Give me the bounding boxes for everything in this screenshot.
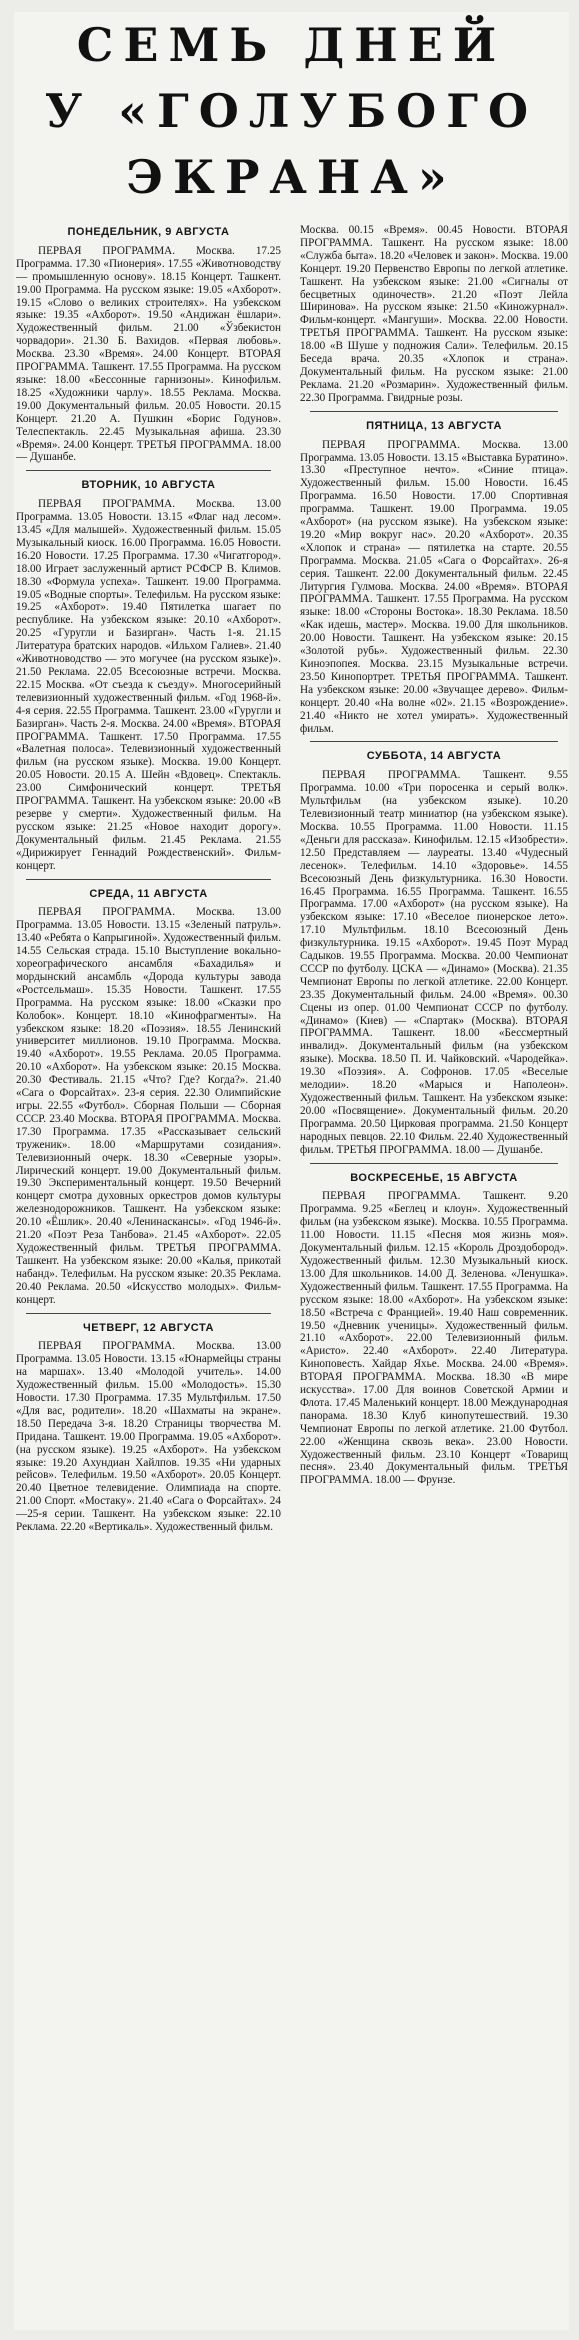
day-heading-monday: ПОНЕДЕЛЬНИК, 9 АВГУСТА: [67, 226, 230, 238]
divider: [310, 411, 558, 412]
divider: [26, 879, 271, 880]
newspaper-page: [14, 12, 569, 2330]
divider: [310, 741, 558, 742]
day-heading-wednesday: СРЕДА, 11 АВГУСТА: [89, 887, 208, 900]
headline-line-1: СЕМЬ ДНЕЙ: [76, 18, 507, 72]
divider: [26, 1313, 271, 1314]
day-heading-friday: ПЯТНИЦА, 13 АВГУСТА: [366, 419, 502, 432]
day-heading-thursday: ЧЕТВЕРГ, 12 АВГУСТА: [83, 1321, 214, 1334]
schedule-continuation: Москва. 00.15 «Время». 00.45 Новости. ВТОРАЯ ПРОГРАММА. Ташкент. На русском языке: 18.00 «Служба быта». 18.20 «Человек и закон». Москва. 19.00 Концерт. 19.20 Первенство Европы по легкой атлетике. Ташкент. На узбекском языке: 21.00 «Сигналы от бесцветных одиночеств». 21.20 «Поэт Лейла Ширинова». На русском языке: 21.50 «Киножурнал». Фильм-концерт. «Мангуши». Москва. 22.00 Новости. ТРЕТЬЯ ПРОГРАММА. Ташкент. На русском языке: 18.00 «В Шуше у подножия Сали». Телефильм. 20.15 Беседа врача. 20.35 «Хлопок и страна». Документальный фильм. На русском языке: 21.00 Реклама. 21.20 «Розмарин». Художественный фильм. 22.30 Программа. Гвидрные розы.: [300, 224, 568, 404]
right-column: [300, 224, 568, 2324]
day-heading-saturday: СУББОТА, 14 АВГУСТА: [366, 750, 502, 763]
schedule-thursday: ПЕРВАЯ ПРОГРАММА. Москва. 13.00 Программа. 13.05 Новости. 13.15 «Юнармейцы страны на маршах». 13.40 «Молодой учитель». 14.00 Художественный фильм. 15.00 «Молодость». 15.30 Новости. 17.30 Программа. 17.35 Мультфильм. 17.50 «Для вас, родители». 18.20 «Шахматы на экране». 18.50 Передача 3-я. 18.20 Страницы творчества М. Придана. Ташкент. 19.00 Программа. 19.05 «Ахборот». (на русском языке). 19.25 «Ахборот». На узбекском языке: 19.20 Ахундиан Хайлпов. 19.35 «Ни ударных рейсов». Телефильм. 19.50 «Ахборот». 20.05 Концерт. 20.40 Цветное телевидение. Олимпиада на спорте. 21.00 Спорт. «Мостаку». 21.40 «Сага о Форсайтах». 24—25-я серии. Ташкент. На узбекском языке: 22.10 Реклама. 22.20 «Вертикаль». Художественный фильм.: [16, 1340, 281, 1534]
divider: [310, 1163, 558, 1164]
headline-line-2: У «ГОЛУБОГО: [44, 84, 539, 138]
divider: [26, 470, 271, 471]
day-heading-tuesday: ВТОРНИК, 10 АВГУСТА: [81, 479, 216, 492]
schedule-wednesday: ПЕРВАЯ ПРОГРАММА. Москва. 13.00 Программа. 13.05 Новости. 13.15 «Зеленый патруль». 13.40 «Ребята о Капрыгиной». Художественный фильм. 14.55 Сельская страда. 15.10 Выступление вокально-хореографического ансамбля «Бахадилья» и мордынский ансамбль «Дорода культуры завода «Ростсельмаш». 15.35 Новости. Ташкент. 17.55 Программа. На русском языке: 18.00 «Сказки про Колобок». Концерт. 18.10 «Кинофрагменты». На узбекском языке: 18.20 «Поэзия». 18.55 Ленинский университет миллионов. 19.10 Программа. Москва. 19.40 «Ахборот». 19.55 Реклама. 20.05 Программа. 20.10 «Ахборот». На узбекском языке: 20.15 Москва. 20.30 Фестиваль. 21.15 «Что? Где? Когда?». 21.40 «Сага о Форсайтах». 23-я серия. 22.30 Олимпийские игры. 22.55 «Футбол». Сборная Польши — Сборная СССР. 23.40 Москва. ВТОРАЯ ПРОГРАММА. Москва. 17.30 Программа. 17.35 «Рассказывает сельский труженик». 18.00 «Маршрутами созидания». Телевизионный очерк. 18.30 «Северные узоры». Лирический концерт. 19.00 Документальный фильм. 19.30 Экспериментальный концерт. 19.50 Вечерний концерт смотра духовных оркестров домов культуры железнодорожников. Ташкент. На узбекском языке: 20.10 «Ёшлик». 20.40 «Ленинаскансы». «Год 1946-й». 21.20 «Поэт Реза Танбова». 21.45 «Ахборот». 22.05 Художественный фильм. ТРЕТЬЯ ПРОГРАММА. Ташкент. На узбекском языке: 20.00 «Калья, прикотай набанд». Телефильм. На русском языке: 20.35 Реклама. 20.40 Реклама. 20.50 «Искусство молодых». Фильм-концерт.: [16, 906, 281, 1306]
schedule-sunday: ПЕРВАЯ ПРОГРАММА. Ташкент. 9.20 Программа. 9.25 «Беглец и клоун». Художественный фильм (на узбекском языке). Москва. 10.55 Программа. 11.00 Новости. 11.15 «Песня моя жизнь моя». Документальный фильм. 12.15 «Король Дроздобород». Художественный фильм. 12.30 Музыкальный киоск. 13.00 Для школьников. 14.00 Д. Зеленова. «Ленушка». Художественный фильм. Ташкент. 17.55 Программа. На русском языке: 18.00 «Ахборот». На узбекском языке: 18.50 «Встреча с Францией». 19.40 Наш современник. 19.50 «Дневник ученицы». Художественный фильм. 21.10 «Ахборот». 22.00 Телевизионный фильм. «Аристо». 22.40 «Ахборот». 22.40 Литература. Киноповесть. Хайдар Яхье. Москва. 24.00 «Время». ВТОРАЯ ПРОГРАММА. Москва. 18.30 «В мире искусства». 17.00 Для воинов Советской Армии и Флота. 17.45 Маленький концерт. 18.00 Международная панорама. 18.30 Клуб кинопутешествий. 19.30 Чемпионат Европы по легкой атлетике. 21.00 Футбол. 22.00 «Женщина сквозь века». 23.00 Новости. Художественный фильм. 23.10 Концерт «Товарищ песня». 23.40 Документальный фильм. ТРЕТЬЯ ПРОГРАММА. 18.00 — Фрунзе.: [300, 1190, 568, 1487]
schedule-saturday: ПЕРВАЯ ПРОГРАММА. Ташкент. 9.55 Программа. 10.00 «Три поросенка и серый волк». Мультфильм (на узбекском языке). 10.20 Телевизионный театр миниатюр (на узбекском языке). Москва. 10.55 Программа. 11.00 Новости. 11.15 «Деньги для рассказа». Кинофильм. 12.15 «Изобрести». 12.50 Представляем — лауреаты. 13.40 «Чудесный лесенок». Телефильм. 14.10 «Здоровье». 14.55 Всесоюзный День физкультурника. 16.30 Новости. 16.45 Программа. 16.55 Программа. Ташкент. 16.55 Программа. 17.00 «Ахборот» (на русском языке). На узбекском языке: 17.10 «Веселое пионерское лето». 17.10 Мультфильм. 18.10 Всесоюзный День физкультурника. 19.15 «Ахборот». 19.45 Поэт Мурад Садыков. 19.55 Программа. Москва. 20.00 Чемпионат СССР по футболу. ЦСКА — «Динамо» (Москва). 21.35 Чемпионат Европы по легкой атлетике. 22.00 Концерт. 23.35 Документальный фильм. 24.00 «Время». 00.30 Сцены из опер. 01.00 Чемпионат СССР по футболу. «Динамо» (Киев) — «Спартак» (Москва). ВТОРАЯ ПРОГРАММА. Ташкент. 18.00 «Бессмертный инвалид». Документальный фильм (на узбекском языке). Москва. 18.50 П. И. Чайковский. «Чародейка». 19.30 «Поэзия». А. Софронов. 17.05 «Веселые мелодии». 18.20 «Марыся и Наполеон». Художественный фильм. Ташкент. На узбекском языке: 20.00 «Посвящение». Документальный фильм. 20.20 Программа. 20.50 Цирковая программа. 21.50 Концерт народных певцов. 22.10 Фильм. 22.40 Художественный фильм. ТРЕТЬЯ ПРОГРАММА. 18.00 — Душанбе.: [300, 769, 568, 1156]
headline-line-3: ЭКРАНА»: [126, 150, 457, 204]
schedule-tuesday: ПЕРВАЯ ПРОГРАММА. Москва. 13.00 Программа. 13.05 Новости. 13.15 «Флаг над лесом». 13.45 «Для малышей». Художественный фильм. 15.05 Музыкальный киоск. 16.00 Программа. 16.05 Новости. 16.20 Новости. 17.25 Программа. 17.30 «Чигатгород». 18.00 Играет заслуженный артист РСФСР В. Климов. 18.30 «Формула успеха». Ташкент. 19.00 Программа. 19.05 «Водные спорты». Телефильм. На русском языке: 19.25 «Ахборот». 19.40 Пятилетка шагает по республике. На узбекском языке: 20.10 «Ахборот». 20.25 «Гуругли и Базирган». Часть 1-я. 21.15 Литература братских народов. «Ильхом Галиев». 21.40 «Животноводство — это могучее (на русском языке)». 21.50 Реклама. 22.05 Всесоюзные встречи. Москва. 22.15 Москва. «От съезда к съезду». Многосерийный телевизионный художественный фильм. «Год 1968-й». 4-я серия. 22.55 Программа. Ташкент. 23.00 «Гуругли и Базирган». Часть 2-я. Москва. 24.00 «Время». ВТОРАЯ ПРОГРАММА. Ташкент. 17.50 Программа. 17.55 «Валетная полоса». Телевизионный художественный фильм (на русском языке). Москва. 19.00 Концерт. 20.05 Новости. 20.15 А. Шейн «Вдовец». Спектакль. 23.00 Симфонический концерт. ТРЕТЬЯ ПРОГРАММА. Ташкент. На узбекском языке: 20.00 «В резерве у смерти». Художественный фильм. На русском языке: 21.25 «Новое находит дорогу». Документальный фильм. 21.45 Реклама. 21.55 «Дирижирует Геннадий Рождественский». Фильм-концерт.: [16, 498, 281, 872]
schedule-monday: ПЕРВАЯ ПРОГРАММА. Москва. 17.25 Программа. 17.30 «Пионерия». 17.55 «Животноводству — промышленную основу». 18.15 Концерт. Ташкент. 19.00 Программа. На русском языке: 19.05 «Ахборот». 19.15 «Слово о великих строителях». На узбекском языке: 19.35 «Ахборот». 19.50 «Андижан ёшлари». Художественный фильм. 21.00 «Ўзбекистон чорвадори». 21.30 Б. Вахидов. «Первая любовь». Москва. 23.30 «Время». 24.00 Концерт. ВТОРАЯ ПРОГРАММА. Ташкент. 17.55 Программа. На русском языке: 18.00 «Бессонные гарнизоны». Кинофильм. 18.25 «Художники чарлу». 18.55 Реклама. Москва. 19.00 Документальный фильм. 20.05 Новости. 20.15 Концерт. 21.20 А. Пушкин «Борис Годунов». Телеспектакль. 22.45 Музыкальная афиша. 23.30 «Время». 24.00 Концерт. ТРЕТЬЯ ПРОГРАММА. 18.00 — Душанбе.: [16, 244, 281, 464]
headline: [14, 12, 569, 222]
day-heading-sunday: ВОСКРЕСЕНЬЕ, 15 АВГУСТА: [350, 1171, 518, 1184]
schedule-friday: ПЕРВАЯ ПРОГРАММА. Москва. 13.00 Программа. 13.05 Новости. 13.15 «Выставка Буратино». 13.30 «Преступное нечто». «Синие птица». Художественный фильм. 15.00 Новости. 16.45 Программа. 16.50 Новости. 17.00 Спортивная программа. Ташкент. 19.00 Программа. 19.05 «Ахборот» (на русском языке). На узбекском языке: 19.20 «Мир вокруг нас». 20.20 «Ахборот». 20.35 «Хлопок и страна» — пятилетка на старте. 20.55 Программа. Москва. 21.05 «Сага о Форсайтах». 26-я серия. Ташкент. 22.00 Документальный фильм. 22.45 Литургия Гулмова. Москва. 24.00 «Время». ВТОРАЯ ПРОГРАММА. Ташкент. 17.55 Программа. На русском языке: 18.00 «Стороны Востока». 18.30 Реклама. 18.50 «Как идешь, мастер». Москва. 19.00 Для школьников. 20.00 Новости. Ташкент. На узбекском языке: 20.15 «Золотой рубь». Художественный фильм. 22.30 Киноэпопея. Москва. 23.15 Музыкальные встречи. 23.50 Кинопортрет. ТРЕТЬЯ ПРОГРАММА. Ташкент. На узбекском языке: 20.00 «Звучащее дерево». Фильм-концерт. 20.40 «На волне «02». 21.15 «Возрождение». 21.40 «Никто не хотел умирать». Художественный фильм.: [300, 438, 568, 735]
left-column: [16, 224, 281, 2324]
